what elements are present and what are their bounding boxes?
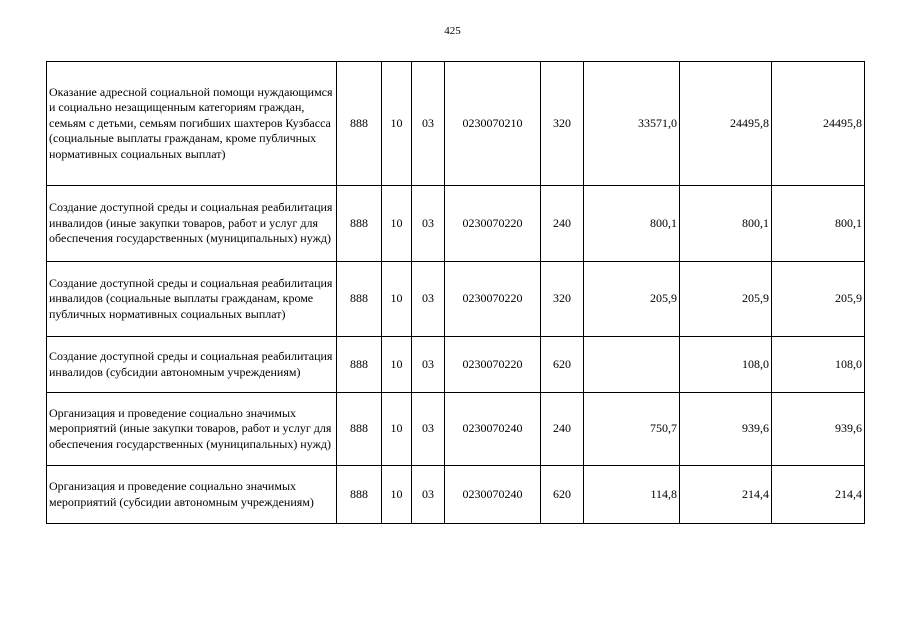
expense-type-code: 620	[541, 337, 584, 393]
subsection-code: 03	[412, 262, 445, 337]
row-description: Оказание адресной социальной помощи нуждающимся и социально незащищенным категориям граждан, семьям с детьми, семьям погибших шахтеров Кузбасса (социальные выплаты гражданам, кроме публичных нормативных социальных выплат)	[47, 62, 337, 186]
amount-2: 800,1	[680, 186, 772, 262]
expense-type-code: 320	[541, 262, 584, 337]
section-code: 10	[382, 337, 412, 393]
ministry-code: 888	[337, 262, 382, 337]
ministry-code: 888	[337, 393, 382, 466]
target-article-code: 0230070220	[445, 186, 541, 262]
expense-type-code: 240	[541, 186, 584, 262]
amount-2: 214,4	[680, 466, 772, 524]
target-article-code: 0230070220	[445, 262, 541, 337]
subsection-code: 03	[412, 466, 445, 524]
target-article-code: 0230070240	[445, 393, 541, 466]
section-code: 10	[382, 186, 412, 262]
amount-2: 939,6	[680, 393, 772, 466]
target-article-code: 0230070210	[445, 62, 541, 186]
subsection-code: 03	[412, 393, 445, 466]
table-row	[47, 186, 865, 262]
target-article-code: 0230070240	[445, 466, 541, 524]
amount-2: 205,9	[680, 262, 772, 337]
amount-3: 24495,8	[772, 62, 865, 186]
budget-table	[46, 61, 865, 524]
table-row	[47, 337, 865, 393]
page-number: 425	[444, 25, 461, 37]
amount-1: 205,9	[584, 262, 680, 337]
table-row	[47, 62, 865, 186]
row-description: Организация и проведение социально значимых мероприятий (субсидии автономным учреждениям)	[47, 466, 337, 524]
subsection-code: 03	[412, 337, 445, 393]
ministry-code: 888	[337, 466, 382, 524]
amount-1: 750,7	[584, 393, 680, 466]
amount-1: 114,8	[584, 466, 680, 524]
ministry-code: 888	[337, 337, 382, 393]
target-article-code: 0230070220	[445, 337, 541, 393]
section-code: 10	[382, 466, 412, 524]
row-description: Организация и проведение социально значимых мероприятий (иные закупки товаров, работ и услуг для обеспечения государственных (муниципальных) нужд)	[47, 393, 337, 466]
amount-3: 939,6	[772, 393, 865, 466]
table-row	[47, 466, 865, 524]
subsection-code: 03	[412, 186, 445, 262]
subsection-code: 03	[412, 62, 445, 186]
ministry-code: 888	[337, 62, 382, 186]
expense-type-code: 240	[541, 393, 584, 466]
amount-1	[584, 337, 680, 393]
amount-1: 800,1	[584, 186, 680, 262]
table-row	[47, 262, 865, 337]
amount-2: 108,0	[680, 337, 772, 393]
section-code: 10	[382, 62, 412, 186]
table-row	[47, 393, 865, 466]
row-description: Создание доступной среды и социальная реабилитация инвалидов (социальные выплаты гражданам, кроме публичных нормативных социальных выплат)	[47, 262, 337, 337]
ministry-code: 888	[337, 186, 382, 262]
expense-type-code: 620	[541, 466, 584, 524]
row-description: Создание доступной среды и социальная реабилитация инвалидов (субсидии автономным учреждениям)	[47, 337, 337, 393]
amount-1: 33571,0	[584, 62, 680, 186]
amount-3: 800,1	[772, 186, 865, 262]
amount-2: 24495,8	[680, 62, 772, 186]
amount-3: 214,4	[772, 466, 865, 524]
expense-type-code: 320	[541, 62, 584, 186]
amount-3: 108,0	[772, 337, 865, 393]
section-code: 10	[382, 262, 412, 337]
amount-3: 205,9	[772, 262, 865, 337]
row-description: Создание доступной среды и социальная реабилитация инвалидов (иные закупки товаров, работ и услуг для обеспечения государственных (муниципальных) нужд)	[47, 186, 337, 262]
section-code: 10	[382, 393, 412, 466]
